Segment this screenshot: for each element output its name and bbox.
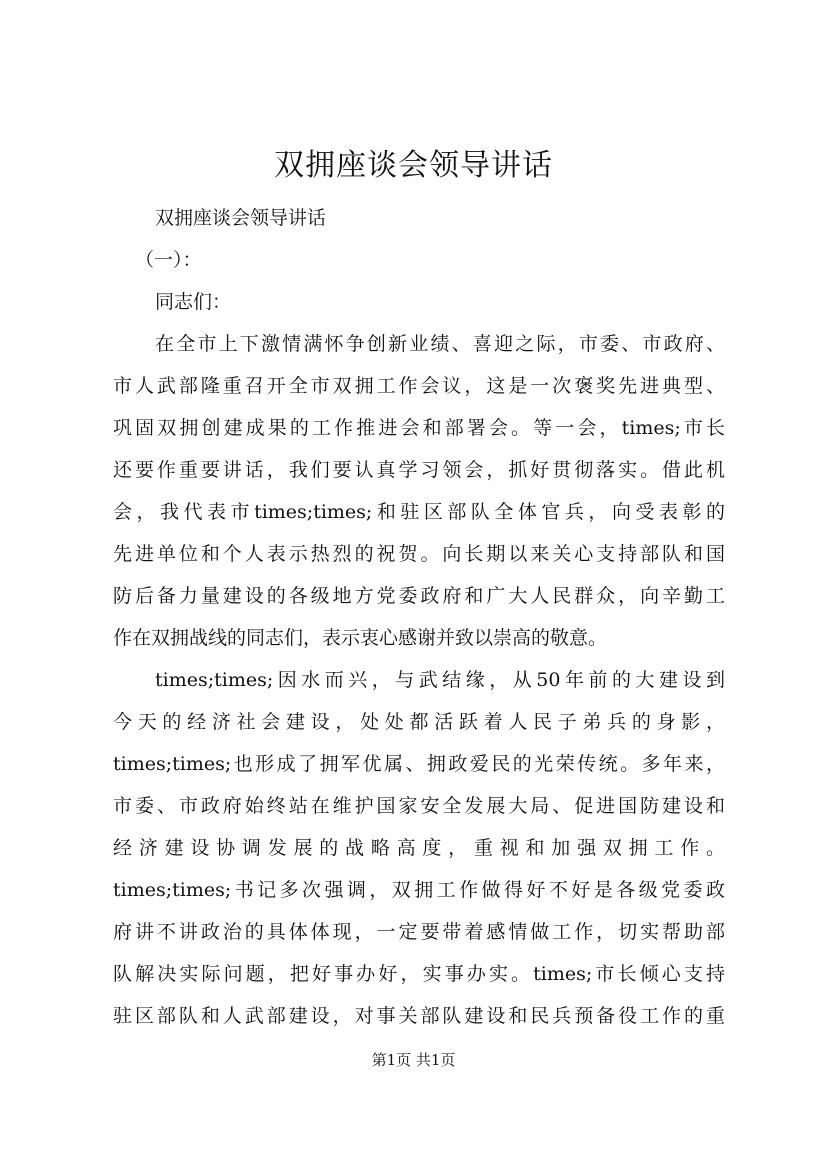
paragraph-2-line-7: 府讲不讲政治的具体体现，一定要带着感情做工作，切实帮助部 — [113, 921, 725, 943]
paragraph-1-line-3: 巩固双拥创建成果的工作推进会和部署会。等一会，times;市长 — [113, 417, 725, 439]
section-marker-text: （一）： — [135, 249, 202, 271]
page-footer: 第1页 共1页 — [371, 1051, 456, 1069]
document-body — [113, 197, 725, 1037]
paragraph-1-line-2: 市人武部隆重召开全市双拥工作会议，这是一次褒奖先进典型、 — [113, 375, 725, 397]
salutation: 同志们： — [155, 291, 232, 313]
paragraph-2-line-3: times;times;也形成了拥军优属、拥政爱民的光荣传统。多年来， — [113, 753, 725, 775]
section-marker — [113, 239, 725, 281]
paragraph-2-line-2: 今天的经济社会建设，处处都活跃着人民子弟兵的身影， — [113, 711, 725, 733]
paragraph-1-line-7: 防后备力量建设的各级地方党委政府和广大人民群众，向辛勤工 — [113, 585, 725, 607]
subtitle-line: 双拥座谈会领导讲话 — [155, 207, 327, 229]
paragraph-2-line-8: 队解决实际问题，把好事办好，实事办实。times;市长倾心支持 — [113, 963, 725, 985]
paragraph-2-line-4: 市委、市政府始终站在维护国家安全发展大局、促进国防建设和 — [113, 795, 725, 817]
paragraph-2-line-6: times;times;书记多次强调，双拥工作做得好不好是各级党委政 — [113, 879, 725, 901]
paragraph-1-line-6: 先进单位和个人表示热烈的祝贺。向长期以来关心支持部队和国 — [113, 543, 725, 565]
paragraph-2-line-5: 经济建设协调发展的战略高度，重视和加强双拥工作。 — [113, 837, 725, 859]
paragraph-2-line-9: 驻区部队和人武部建设，对事关部队建设和民兵预备役工作的重 — [113, 1005, 725, 1027]
paragraph-1-line-4: 还要作重要讲话，我们要认真学习领会，抓好贯彻落实。借此机 — [113, 459, 725, 481]
paragraph-1-line-5: 会，我代表市times;times;和驻区部队全体官兵，向受表彰的 — [113, 501, 725, 523]
paragraph-2-line-1: times;times;因水而兴，与武结缘，从50年前的大建设到 — [155, 669, 725, 691]
paragraph-1 — [113, 323, 725, 659]
paragraph-1-line-8: 作在双拥战线的同志们，表示衷心感谢并致以崇高的敬意。 — [113, 627, 608, 649]
document-title: 双拥座谈会领导讲话 — [274, 148, 553, 183]
paragraph-1-line-1: 在全市上下激情满怀争创新业绩、喜迎之际，市委、市政府、 — [155, 333, 725, 355]
paragraph-2 — [113, 659, 725, 1037]
